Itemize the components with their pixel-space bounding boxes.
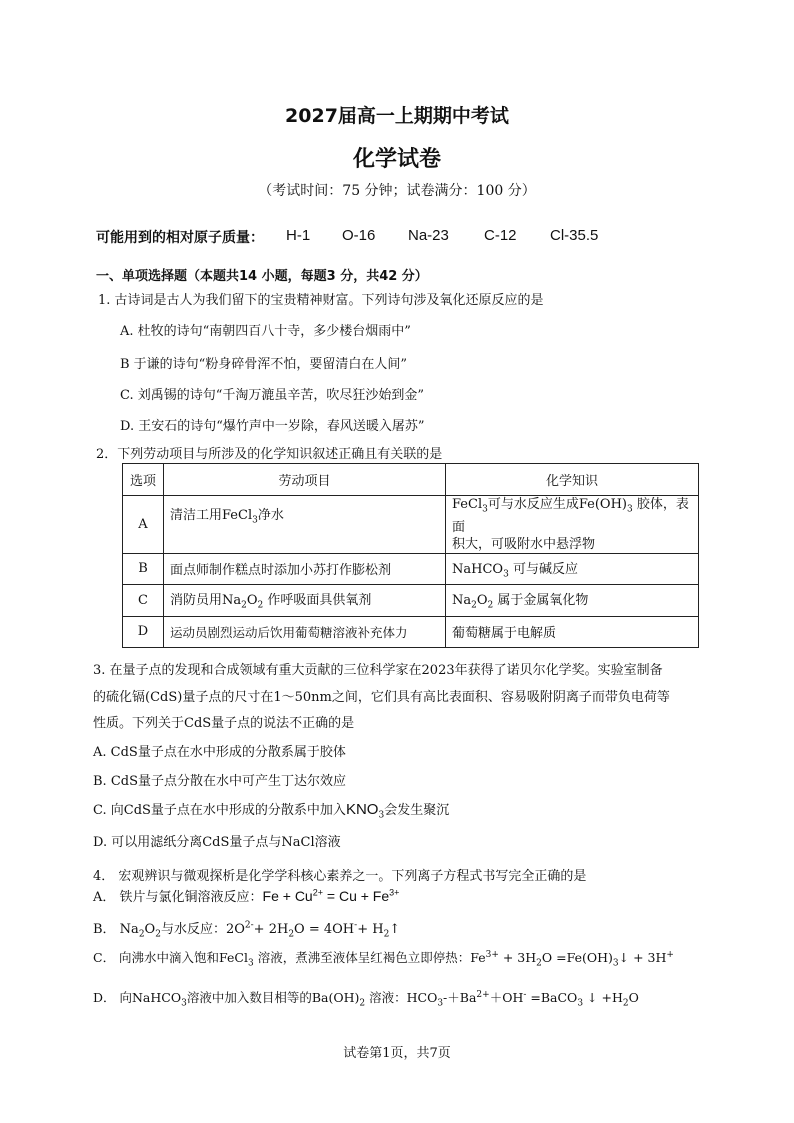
row-d-knowledge: 葡萄糖属于电解质 <box>446 616 699 647</box>
q3-line1: 3. 在量子点的发现和合成领域有重大贡献的三位科学家在2023年获得了诺贝尔化学奖。实验室制备 <box>93 663 663 678</box>
table-row <box>123 616 699 647</box>
section-heading: 一、单项选择题（本题共14 小题，每题3 分，共42 分） <box>96 269 428 284</box>
labor-table <box>122 463 699 648</box>
table-header-row <box>123 464 699 496</box>
row-d-option: D <box>123 616 164 647</box>
q3-option-b: B. CdS量子点分散在水中可产生丁达尔效应 <box>93 774 346 789</box>
q3-option-c: C. 向CdS量子点在水中形成的分散系中加入$KNO_3$会发生聚沉 <box>93 801 450 821</box>
atomic-mass-line <box>96 227 599 247</box>
table-header-labor: 劳动项目 <box>164 464 446 496</box>
atomic-mass-label: 可能用到的相对原子质量： <box>96 230 264 246</box>
q4-option-a: A． 铁片与氯化铜溶液反应：$Fe + Cu^{2+} = Cu + Fe^{3+}$ <box>93 887 400 905</box>
row-a-option: A <box>123 496 164 554</box>
q1-option-d: D. 王安石的诗句“爆竹声中一岁除，春风送暖入屠苏” <box>120 419 425 434</box>
exam-info: （考试时间：75 分钟；试卷满分：100 分） <box>258 183 536 199</box>
table-header-knowledge: 化学知识 <box>446 464 699 496</box>
q4-option-d: D． 向NaHCO$_3$溶液中加入数目相等的$Ba(OH)_2$ 溶液：$HCO_3-+Ba^{2+}+OH^-$ =BaCO$_3$ ↓ $+H_2O$ <box>93 989 639 1009</box>
atomic-mass-na: Na-23 <box>408 227 449 244</box>
q4-option-b: B． $Na_2O_2$与水反应：$2O^{2-}+ 2H_2O = 4OH^-+$ $H_2↑$ <box>93 920 401 940</box>
q3-line2: 的硫化镉(CdS)量子点的尺寸在1～50nm之间，它们具有高比表面积、容易吸附阴离子而带负电荷等 <box>93 690 670 705</box>
table-header-option: 选项 <box>123 464 164 496</box>
q3-option-a: A. CdS量子点在水中形成的分散系属于胶体 <box>93 745 346 760</box>
q1-option-b: B 于谦的诗句“粉身碎骨浑不怕，要留清白在人间” <box>120 357 407 372</box>
row-a-labor: 清洁工用FeCl$_3$净水 <box>164 496 446 554</box>
q3-line3: 性质。下列关于CdS量子点的说法不正确的是 <box>93 716 355 731</box>
table-row <box>123 496 699 554</box>
exam-title: 2027届高一上期期中考试 <box>285 105 509 127</box>
row-d-labor: 运动员剧烈运动后饮用葡萄糖溶液补充体力 <box>164 616 446 647</box>
q2-stem: 2．下列劳动项目与所涉及的化学知识叙述正确且有关联的是 <box>96 447 443 462</box>
row-c-labor: 消防员用$Na_2O_2$ 作呼吸面具供氧剂 <box>164 584 446 616</box>
row-c-option: C <box>123 584 164 616</box>
q1-option-a: A. 杜牧的诗句“南朝四百八十寺，多少楼台烟雨中” <box>120 324 411 339</box>
q4-stem: 4． 宏观辨识与微观探析是化学学科核心素养之一。下列离子方程式书写完全正确的是 <box>93 869 587 884</box>
subject-title: 化学试卷 <box>352 147 441 172</box>
atomic-mass-cl: Cl-35.5 <box>550 227 599 244</box>
page-footer: 试卷第1页，共7页 <box>343 1046 451 1061</box>
atomic-mass-o: O-16 <box>342 227 376 244</box>
q1-stem: 1. 古诗词是古人为我们留下的宝贵精神财富。下列诗句涉及氧化还原反应的是 <box>98 293 544 308</box>
row-b-knowledge: NaHCO$_3$ 可与碱反应 <box>446 553 699 584</box>
atomic-mass-h: H-1 <box>286 227 311 244</box>
table-row <box>123 584 699 616</box>
row-c-knowledge: $Na_2O_2$ 属于金属氧化物 <box>446 584 699 616</box>
row-b-labor: 面点师制作糕点时添加小苏打作膨松剂 <box>164 553 446 584</box>
row-b-option: B <box>123 553 164 584</box>
q3-option-d: D. 可以用滤纸分离CdS量子点与NaCl溶液 <box>93 835 341 850</box>
q1-option-c: C. 刘禹锡的诗句“千淘万漉虽辛苦，吹尽狂沙始到金” <box>120 388 425 403</box>
row-a-knowledge: FeCl$_3$可与水反应生成$Fe(OH)_3$ 胶体，表面 积大，可吸附水中悬浮物 <box>446 496 699 554</box>
q4-option-c: C． 向沸水中滴入饱和FeCl$_3$ 溶液，煮沸至液体呈红褐色立即停热：$Fe^{3+} + 3H_2O$ $=Fe(OH)_3↓ + 3H^+$ <box>93 949 674 969</box>
table-row <box>123 553 699 584</box>
atomic-mass-c: C-12 <box>484 227 517 244</box>
